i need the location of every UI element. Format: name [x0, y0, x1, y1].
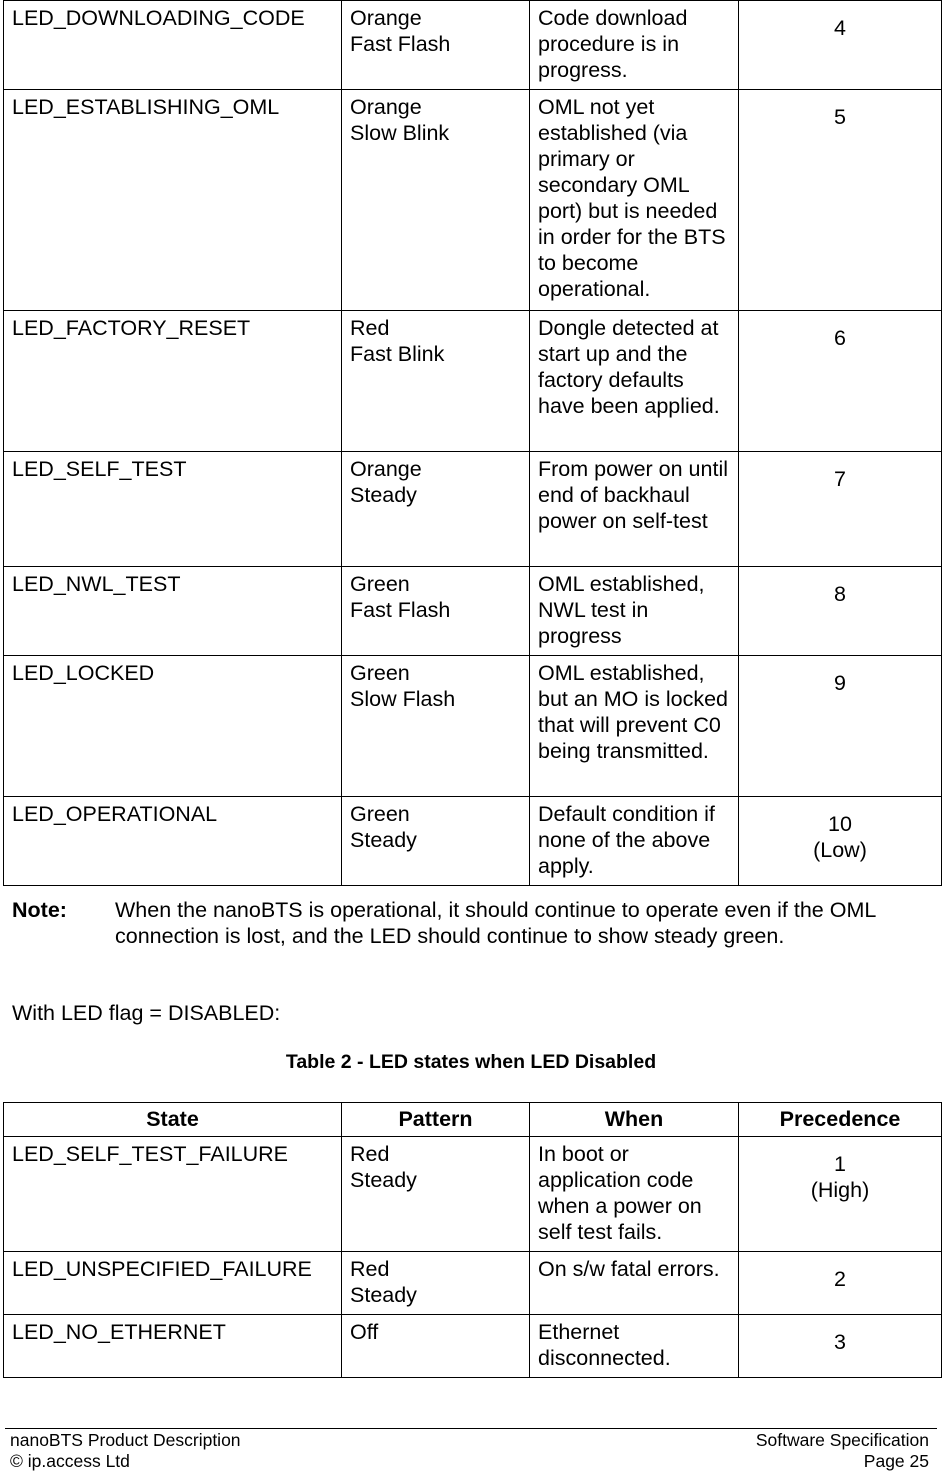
note-label: Note: — [12, 898, 67, 922]
pattern-cell: Orange Slow Blink — [342, 90, 530, 311]
when-cell: Default condition if none of the above apply. — [530, 797, 739, 886]
state-cell: LED_SELF_TEST_FAILURE — [4, 1137, 342, 1252]
pattern-cell: Green Slow Flash — [342, 656, 530, 797]
table-row — [4, 1315, 942, 1378]
precedence-cell: 4 — [739, 1, 942, 90]
precedence-cell: 8 — [739, 567, 942, 656]
precedence-cell: 3 — [739, 1315, 942, 1378]
pattern-cell: Orange Fast Flash — [342, 1, 530, 90]
note-text: When the nanoBTS is operational, it should continue to operate even if the OML connection is lost, and the LED should continue to show steady green. — [115, 898, 876, 948]
pattern-cell: Green Fast Flash — [342, 567, 530, 656]
column-header-state: State — [4, 1103, 342, 1137]
precedence-cell: 10 (Low) — [739, 797, 942, 886]
pattern-cell: Red Steady — [342, 1137, 530, 1252]
led-states-table-continued — [3, 0, 942, 886]
state-cell: LED_NO_ETHERNET — [4, 1315, 342, 1378]
pattern-cell: Red Steady — [342, 1252, 530, 1315]
when-cell: On s/w fatal errors. — [530, 1252, 739, 1315]
pattern-cell: Red Fast Blink — [342, 311, 530, 452]
column-header-precedence: Precedence — [739, 1103, 942, 1137]
led-disabled-table — [3, 1102, 942, 1378]
when-cell: Code download procedure is in progress. — [530, 1, 739, 90]
page-number: Page 25 — [863, 1451, 929, 1471]
led-flag-paragraph: With LED flag = DISABLED: — [12, 1001, 281, 1025]
state-cell: LED_FACTORY_RESET — [4, 311, 342, 452]
table-row — [4, 1252, 942, 1315]
when-cell: From power on until end of backhaul power on self-test — [530, 452, 739, 567]
state-cell: LED_DOWNLOADING_CODE — [4, 1, 342, 90]
copyright: © ip.access Ltd — [10, 1451, 130, 1471]
precedence-cell: 1 (High) — [739, 1137, 942, 1252]
state-cell: LED_SELF_TEST — [4, 452, 342, 567]
state-cell: LED_UNSPECIFIED_FAILURE — [4, 1252, 342, 1315]
precedence-cell: 5 — [739, 90, 942, 311]
precedence-cell: 2 — [739, 1252, 942, 1315]
pattern-cell: Orange Steady — [342, 452, 530, 567]
column-header-when: When — [530, 1103, 739, 1137]
footer-divider — [5, 1428, 937, 1429]
state-cell: LED_NWL_TEST — [4, 567, 342, 656]
when-cell: Dongle detected at start up and the factory defaults have been applied. — [530, 311, 739, 452]
table-row — [4, 452, 942, 567]
precedence-cell: 9 — [739, 656, 942, 797]
when-cell: OML established, NWL test in progress — [530, 567, 739, 656]
footer-right — [756, 1430, 929, 1472]
table-row — [4, 311, 942, 452]
table-row — [4, 797, 942, 886]
table-row — [4, 90, 942, 311]
when-cell: Ethernet disconnected. — [530, 1315, 739, 1378]
when-cell: OML not yet established (via primary or secondary OML port) but is needed in order for the BTS to become operational. — [530, 90, 739, 311]
precedence-cell: 7 — [739, 452, 942, 567]
pattern-cell: Off — [342, 1315, 530, 1378]
table-row — [4, 1137, 942, 1252]
section-title: Software Specification — [755, 1430, 929, 1450]
footer-left — [10, 1430, 241, 1472]
table-row — [4, 656, 942, 797]
precedence-cell: 6 — [739, 311, 942, 452]
state-cell: LED_ESTABLISHING_OML — [4, 90, 342, 311]
table-caption: Table 2 - LED states when LED Disabled — [285, 1051, 657, 1073]
state-cell: LED_OPERATIONAL — [4, 797, 342, 886]
when-cell: OML established, but an MO is locked that will prevent C0 being transmitted. — [530, 656, 739, 797]
column-header-pattern: Pattern — [342, 1103, 530, 1137]
table-row — [4, 567, 942, 656]
when-cell: In boot or application code when a power on self test fails. — [530, 1137, 739, 1252]
pattern-cell: Green Steady — [342, 797, 530, 886]
document-title: nanoBTS Product Description — [10, 1430, 241, 1450]
state-cell: LED_LOCKED — [4, 656, 342, 797]
table-row — [4, 1, 942, 90]
table-header-row — [4, 1103, 942, 1137]
